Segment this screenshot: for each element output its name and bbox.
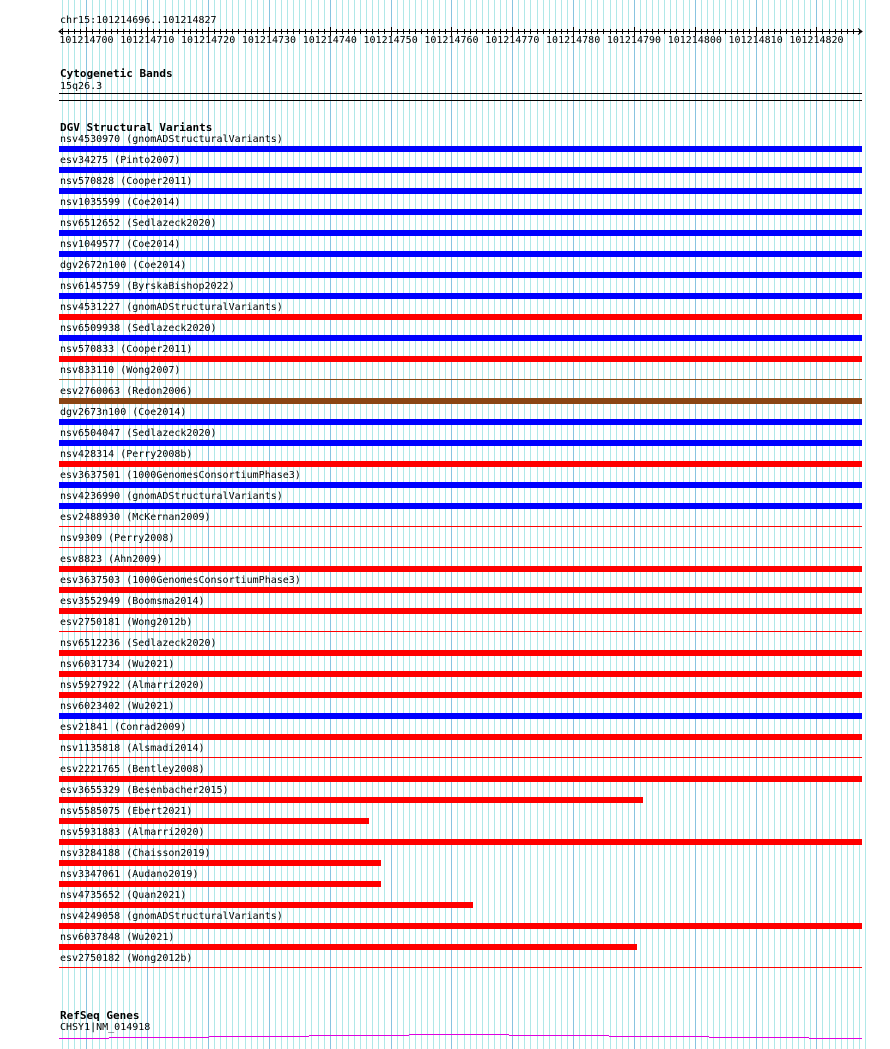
refseq-track-title[interactable]: RefSeq Genes <box>60 1009 140 1022</box>
variant-bar[interactable] <box>59 251 862 257</box>
variant-bar[interactable] <box>59 293 862 299</box>
variant-bar[interactable] <box>59 419 862 425</box>
variant-bar[interactable] <box>59 461 862 467</box>
variant-bar[interactable] <box>59 650 862 656</box>
variant-label[interactable]: nsv5931883 (Almarri2020) <box>60 827 205 838</box>
variant-bar[interactable] <box>59 379 862 380</box>
variant-label[interactable]: esv8823 (Ahn2009) <box>60 554 163 565</box>
variant-label[interactable]: esv3655329 (Besenbacher2015) <box>60 785 229 796</box>
variant-bar[interactable] <box>59 146 862 152</box>
variant-bar[interactable] <box>59 839 862 845</box>
variant-label[interactable]: esv2488930 (McKernan2009) <box>60 512 211 523</box>
ruler-tick-label: 101214790 <box>606 35 662 46</box>
dgv-track-title[interactable]: DGV Structural Variants <box>60 121 213 134</box>
ruler-tick-label: 101214820 <box>789 35 844 46</box>
variant-label[interactable]: esv2221765 (Bentley2008) <box>60 764 205 775</box>
variant-label[interactable]: nsv6509938 (Sedlazeck2020) <box>60 323 217 334</box>
cytoband-bar-top <box>59 93 862 94</box>
variant-bar[interactable] <box>59 230 862 236</box>
variant-label[interactable]: nsv3347061 (Audano2019) <box>60 869 199 880</box>
variant-bar[interactable] <box>59 818 369 824</box>
ruler-tick-label: 101214700 <box>59 35 114 46</box>
region-label: chr15:101214696..101214827 <box>60 15 217 26</box>
variant-label[interactable]: nsv570828 (Cooper2011) <box>60 176 193 187</box>
variant-label[interactable]: esv2750181 (Wong2012b) <box>60 617 193 628</box>
ruler-tick-label: 101214800 <box>667 35 722 46</box>
variant-label[interactable]: nsv1135818 (Alsmadi2014) <box>60 743 205 754</box>
variant-label[interactable]: nsv6512236 (Sedlazeck2020) <box>60 638 217 649</box>
variant-bar[interactable] <box>59 356 862 362</box>
cytoband-track-title[interactable]: Cytogenetic Bands <box>60 67 173 80</box>
variant-label[interactable]: esv21841 (Conrad2009) <box>60 722 187 733</box>
variant-bar[interactable] <box>59 526 862 527</box>
variant-bar[interactable] <box>59 314 862 320</box>
gene-model-chsy1[interactable] <box>0 1030 890 1042</box>
variant-label[interactable]: nsv6037848 (Wu2021) <box>60 932 175 943</box>
variant-bar[interactable] <box>59 335 862 341</box>
ruler-tick-label: 101214730 <box>241 35 297 46</box>
variant-label[interactable]: nsv4530970 (gnomADStructuralVariants) <box>60 134 283 145</box>
variant-label[interactable]: nsv4531227 (gnomADStructuralVariants) <box>60 302 283 313</box>
variant-bar[interactable] <box>59 482 862 488</box>
variant-label[interactable]: esv2760063 (Redon2006) <box>60 386 193 397</box>
variant-bar[interactable] <box>59 713 862 719</box>
variant-bar[interactable] <box>59 440 862 446</box>
ruler-tick-label: 101214740 <box>302 35 357 46</box>
ruler-tick-label: 101214710 <box>120 35 175 46</box>
variant-bar[interactable] <box>59 757 862 758</box>
variant-bar[interactable] <box>59 967 862 968</box>
ruler-tick-label: 101214760 <box>424 35 479 46</box>
variant-bar[interactable] <box>59 587 862 593</box>
variant-bar[interactable] <box>59 547 862 548</box>
ruler-tick-label: 101214810 <box>728 35 783 46</box>
variant-bar[interactable] <box>59 272 862 278</box>
variant-label[interactable]: nsv9309 (Perry2008) <box>60 533 175 544</box>
variant-label[interactable]: esv2750182 (Wong2012b) <box>60 953 193 964</box>
refseq-gene-label[interactable]: CHSY1|NM_014918 <box>60 1022 151 1033</box>
cytoband-label[interactable]: 15q26.3 <box>60 81 103 92</box>
variant-label[interactable]: dgv2672n100 (Coe2014) <box>60 260 187 271</box>
variant-label[interactable]: nsv6512652 (Sedlazeck2020) <box>60 218 217 229</box>
variant-bar[interactable] <box>59 797 643 803</box>
variant-bar[interactable] <box>59 734 862 740</box>
variant-label[interactable]: nsv4236990 (gnomADStructuralVariants) <box>60 491 283 502</box>
variant-bar[interactable] <box>59 167 862 173</box>
variant-label[interactable]: nsv4735652 (Quan2021) <box>60 890 187 901</box>
ruler-tick-label: 101214750 <box>363 35 418 46</box>
variant-bar[interactable] <box>59 503 862 509</box>
variant-label[interactable]: nsv833110 (Wong2007) <box>60 365 181 376</box>
ruler-tick-label: 101214780 <box>546 35 601 46</box>
variant-label[interactable]: nsv1049577 (Coe2014) <box>60 239 181 250</box>
variant-bar[interactable] <box>59 692 862 698</box>
ruler-tick-label: 101214770 <box>485 35 540 46</box>
variant-bar[interactable] <box>59 398 862 404</box>
variant-label[interactable]: nsv428314 (Perry2008b) <box>60 449 193 460</box>
variant-bar[interactable] <box>59 188 862 194</box>
variant-bar[interactable] <box>59 902 473 908</box>
variant-label[interactable]: esv34275 (Pinto2007) <box>60 155 181 166</box>
variant-label[interactable]: esv3637501 (1000GenomesConsortiumPhase3) <box>60 470 301 481</box>
variant-label[interactable]: esv3552949 (Boomsma2014) <box>60 596 205 607</box>
variant-label[interactable]: nsv1035599 (Coe2014) <box>60 197 181 208</box>
variant-label[interactable]: nsv5927922 (Almarri2020) <box>60 680 205 691</box>
variant-bar[interactable] <box>59 566 862 572</box>
variant-bar[interactable] <box>59 860 381 866</box>
cytoband-bar-bottom <box>59 100 862 101</box>
variant-bar[interactable] <box>59 776 862 782</box>
variant-label[interactable]: nsv6023402 (Wu2021) <box>60 701 175 712</box>
variant-label[interactable]: nsv6504047 (Sedlazeck2020) <box>60 428 217 439</box>
variant-bar[interactable] <box>59 608 862 614</box>
variant-bar[interactable] <box>59 631 862 632</box>
variant-bar[interactable] <box>59 671 862 677</box>
variant-label[interactable]: dgv2673n100 (Coe2014) <box>60 407 187 418</box>
variant-label[interactable]: nsv6031734 (Wu2021) <box>60 659 175 670</box>
variant-bar[interactable] <box>59 944 637 950</box>
variant-bar[interactable] <box>59 881 381 887</box>
ruler-tick-label: 101214720 <box>181 35 236 46</box>
variant-label[interactable]: nsv5585075 (Ebert2021) <box>60 806 193 817</box>
variant-label[interactable]: nsv570833 (Cooper2011) <box>60 344 193 355</box>
variant-bar[interactable] <box>59 923 862 929</box>
variant-label[interactable]: nsv6145759 (ByrskaBishop2022) <box>60 281 235 292</box>
variant-label[interactable]: esv3637503 (1000GenomesConsortiumPhase3) <box>60 575 301 586</box>
variant-label[interactable]: nsv3284188 (Chaisson2019) <box>60 848 211 859</box>
variant-bar[interactable] <box>59 209 862 215</box>
variant-label[interactable]: nsv4249058 (gnomADStructuralVariants) <box>60 911 283 922</box>
